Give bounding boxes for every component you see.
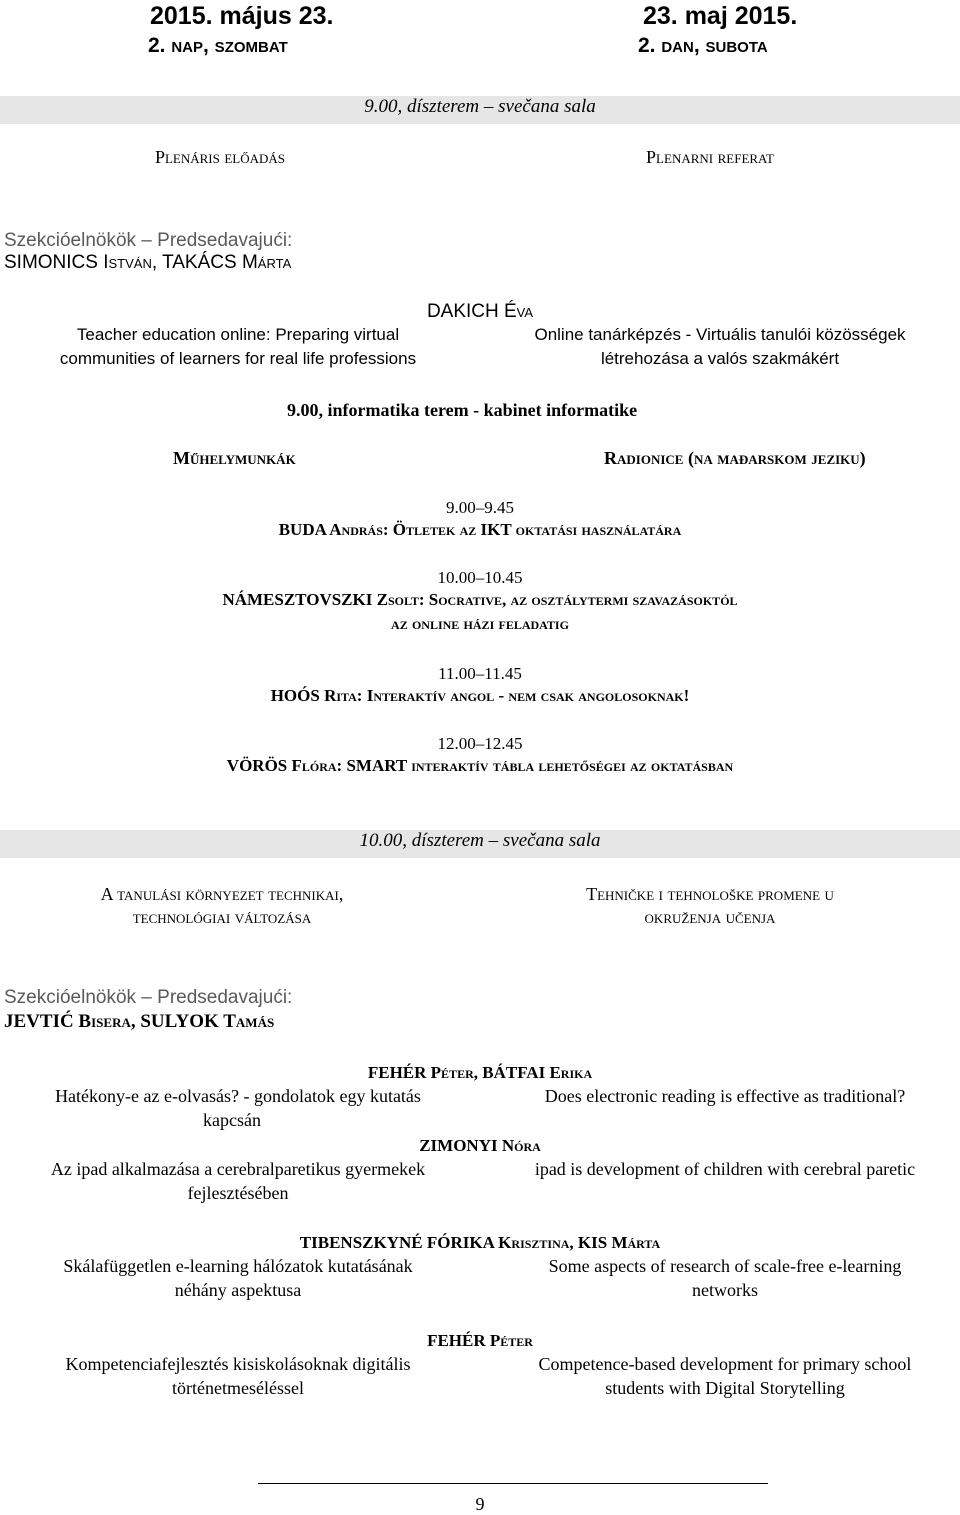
talk-en-line1: Competence-based development for primary school (538, 1354, 912, 1374)
session1-chairs-label: Szekcióelnökök – Predsedavajući: (4, 230, 293, 251)
talk-hu-line2: fejlesztésében (187, 1183, 289, 1203)
session2-time-place: 10.00, díszterem – svečana sala (359, 830, 601, 851)
workshop-time: 12.00–12.45 (437, 734, 523, 753)
session1-talk-hu-line2: létrehozása a valós szakmákért (600, 349, 840, 368)
workshop-title: VÖRÖS Flóra: SMART interaktív tábla lehetőségei az oktatásban (226, 756, 734, 775)
session1-speaker: DAKICH Éva (426, 301, 534, 322)
workshop-time: 11.00–11.45 (438, 664, 522, 683)
talk-en-line1: ipad is development of children with cerebral paretic (534, 1159, 916, 1179)
workshop-title: NÁMESZTOVSZKI Zsolt: Socrative, az osztálytermi szavazásoktól (222, 590, 738, 609)
session1-time-place: 9.00, díszterem – svečana sala (364, 96, 596, 117)
talk-hu-line1: Hatékony-e az e-olvasás? - gondolatok egy kutatás (55, 1086, 421, 1106)
session1-title-hu: Plenáris előadás (154, 147, 286, 167)
workshops-title-hu: Műhelymunkák (173, 448, 296, 468)
talk-en-line1: Some aspects of research of scale-free e-learning (548, 1256, 902, 1276)
talk-hu-line1: Kompetenciafejlesztés kisiskolásoknak digitális (65, 1354, 411, 1374)
session2-chairs-label: Szekcióelnökök – Predsedavajući: (4, 987, 293, 1008)
talk-hu-line1: Skálafüggetlen e-learning hálózatok kutatásának (63, 1256, 413, 1276)
left-day: 2. nap, szombat (148, 34, 288, 57)
talk-en-line1: Does electronic reading is effective as traditional? (544, 1086, 906, 1106)
left-date: 2015. május 23. (150, 2, 334, 30)
talk-speaker: FEHÉR Péter, BÁTFAI Erika (367, 1063, 593, 1082)
page-number: 9 (475, 1494, 485, 1514)
workshop-title: HOÓS Rita: Interaktív angol - nem csak angolosoknak! (270, 686, 690, 705)
session2-title-hu-line2: technológiai változása (132, 907, 312, 927)
right-date: 23. maj 2015. (643, 2, 798, 30)
session1-talk-en-line1: Teacher education online: Preparing virtual (76, 325, 400, 344)
talk-en-line2: networks (692, 1280, 758, 1300)
talk-hu-line2: néhány aspektusa (174, 1280, 302, 1300)
talk-speaker: ZIMONYI Nóra (419, 1136, 541, 1155)
talk-speaker: FEHÉR Péter (427, 1331, 533, 1350)
right-day: 2. dan, subota (638, 34, 768, 57)
workshops-time-place: 9.00, informatika terem - kabinet informatike (287, 400, 638, 420)
session1-chairs: SIMONICS István, TAKÁCS Márta (4, 252, 292, 273)
session1-talk-en-line2: communities of learners for real life professions (59, 349, 417, 368)
workshop-title-line2: az online házi feladatig (391, 614, 569, 633)
talk-hu-line2: kapcsán (203, 1110, 261, 1130)
talk-hu-line2: történetmeséléssel (172, 1378, 304, 1398)
talk-speaker: TIBENSZKYNÉ FÓRIKA Krisztina, KIS Márta (299, 1233, 661, 1252)
session1-talk-hu-line1: Online tanárképzés - Virtuális tanulói közösségek (534, 325, 906, 344)
session2-title-sr-line2: okruženja učenja (644, 907, 776, 927)
talk-en-line2: students with Digital Storytelling (605, 1378, 845, 1398)
workshop-time: 9.00–9.45 (446, 498, 514, 517)
session1-title-sr: Plenarni referat (646, 147, 774, 167)
session2-title-hu-line1: A tanulási környezet technikai, (100, 884, 344, 904)
workshop-time: 10.00–10.45 (437, 568, 523, 587)
workshops-title-sr: Radionice (na mađarskom jeziku) (604, 448, 866, 468)
session2-chairs: JEVTIĆ Bisera, SULYOK Tamás (4, 1011, 275, 1032)
session2-title-sr-line1: Tehničke i tehnološke promene u (586, 884, 834, 904)
footer-rule (258, 1483, 768, 1484)
workshop-title: BUDA András: Ötletek az IKT oktatási használatára (278, 520, 682, 539)
talk-hu-line1: Az ipad alkalmazása a cerebralparetikus gyermekek (50, 1159, 426, 1179)
